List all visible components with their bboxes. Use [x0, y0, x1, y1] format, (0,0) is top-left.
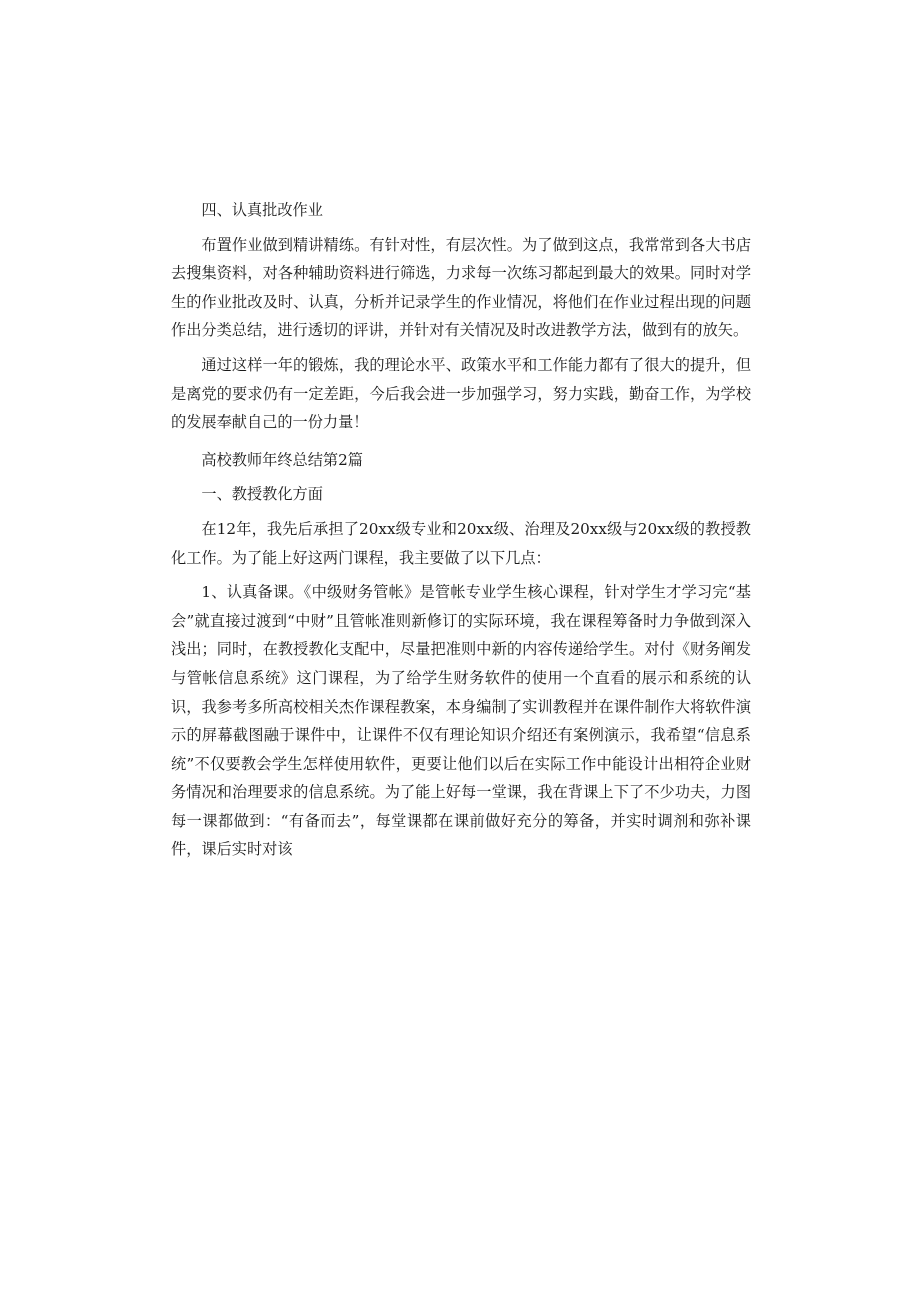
- section-heading-grading: 四、认真批改作业: [201, 201, 323, 219]
- paragraph-courses: 在12年，我先后承担了20xx级专业和20xx级、治理及20xx级与20xx级的教授教化工作。为了能上好这两门课程，我主要做了以下几点：: [171, 519, 751, 567]
- section-heading-teaching: 一、教授教化方面: [201, 485, 323, 504]
- paragraph-homework: 布置作业做到精讲精练。有针对性，有层次性。为了做到这点，我常常到各大书店去搜集资料，对各种辅助资料进行筛选，力求每一次练习都起到最大的效果。同时对学生的作业批改及时、认真，分析并记录学生的作业情况，将他们在作业过程出现的问题作出分类总结，进行透切的评讲，并针对有关情况及时改进教学方法，做到有的放矢。: [171, 235, 751, 340]
- article-title: 高校教师年终总结第2篇: [201, 450, 363, 469]
- paragraph-summary: 通过这样一年的锻炼，我的理论水平、政策水平和工作能力都有了很大的提升，但是离党的要求仍有一定差距，今后我会进一步加强学习，努力实践，勤奋工作，为学校的发展奉献自己的一份力量！: [171, 355, 751, 432]
- paragraph-preparation: 1、认真备课。《中级财务管帐》是管帐专业学生核心课程，针对学生才学习完“基会”就直接过渡到“中财”且管帐准则新修订的实际环境，我在课程筹备时力争做到深入浅出；同时，在教授教化支配中，尽量把准则中新的内容传递给学生。对付《财务阐发与管帐信息系统》这门课程，为了给学生财务软件的使用一个直看的展示和系统的认识，我参考多所高校相关杰作课程教案，本身编制了实训教程并在课件制作大将软件演示的屏幕截图融于课件中，让课件不仅有理论知识介绍还有案例演示，我希望“信息系统”不仅要教会学生怎样使用软件，更要让他们以后在实际工作中能设计出相符企业财务情况和治理要求的信息系统。为了能上好每一堂课，我在背课上下了不少功夫，力图每一课都做到：“有备而去”，每堂课都在课前做好充分的筹备，并实时调剂和弥补课件，课后实时对该: [171, 583, 751, 859]
- document-page: [171, 196, 751, 864]
